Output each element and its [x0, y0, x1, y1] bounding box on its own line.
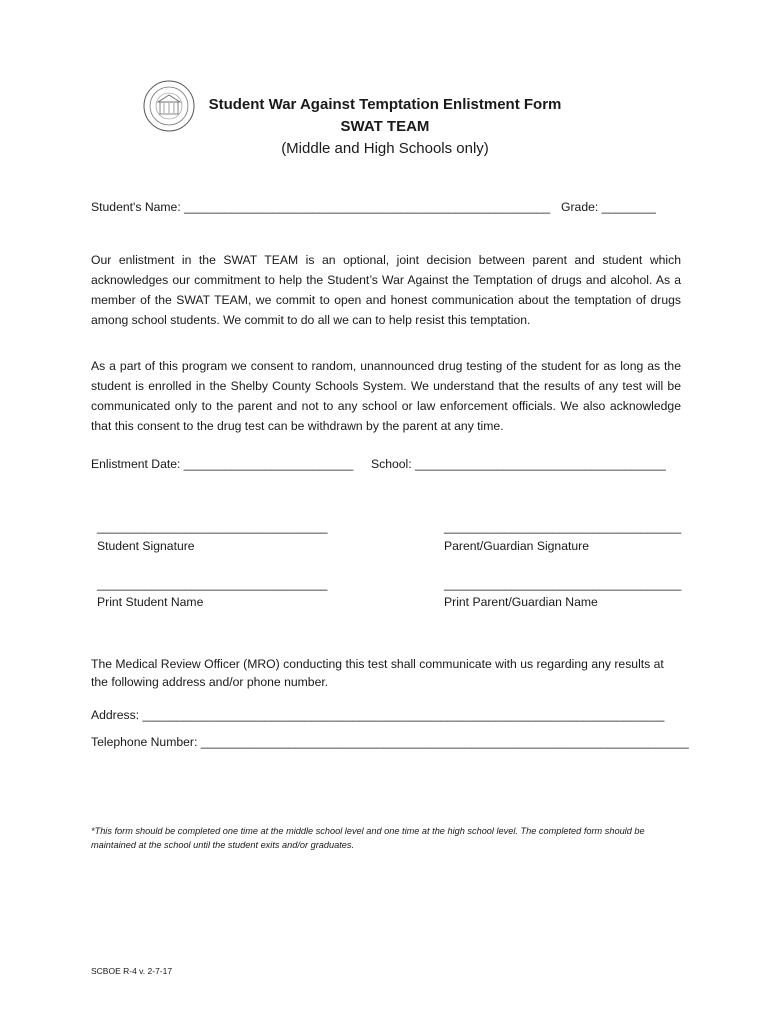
student-signature-line[interactable]: __________________________________ [97, 520, 328, 534]
form-scope: (Middle and High Schools only) [281, 140, 489, 157]
print-parent-label: Print Parent/Guardian Name [444, 595, 598, 609]
parent-signature-label: Parent/Guardian Signature [444, 539, 589, 553]
print-student-label: Print Student Name [97, 595, 204, 609]
telephone-field[interactable]: Telephone Number: ________________________________________________________________________ [91, 735, 689, 749]
mro-paragraph: The Medical Review Officer (MRO) conducting this test shall communicate with us regarding any results at the following address and/or phone number. [91, 657, 664, 689]
form-id: SCBOE R-4 v. 2-7-17 [91, 966, 173, 976]
student-name-field[interactable]: Student's Name: ______________________________________________________ [91, 200, 551, 214]
address-field[interactable]: Address: _____________________________________________________________________________ [91, 708, 665, 722]
student-signature-label: Student Signature [97, 539, 195, 553]
enlistment-date-field[interactable]: Enlistment Date: _________________________ [91, 457, 354, 471]
parent-signature-line[interactable]: ___________________________________ [444, 520, 682, 534]
form-subtitle: SWAT TEAM [340, 118, 430, 135]
grade-field[interactable]: Grade: ________ [561, 200, 656, 214]
consent-paragraph: As a part of this program we consent to random, unannounced drug testing of the student for as long as the student is enrolled in the Shelby County Schools System. We understand that the results of any test will be communicated only to the parent and not to any school or law enforcement officials. We also acknowledge that this consent to the drug test can be withdrawn by the parent at any time. [91, 359, 681, 433]
print-parent-line[interactable]: ___________________________________ [444, 577, 682, 591]
school-field[interactable]: School: _____________________________________ [371, 457, 666, 471]
print-student-line[interactable]: __________________________________ [97, 577, 328, 591]
form-title: Student War Against Temptation Enlistment Form [208, 96, 562, 113]
enlistment-paragraph: Our enlistment in the SWAT TEAM is an optional, joint decision between parent and student which acknowledges our commitment to help the Student’s War Against the Temptation of drugs and alcohol. As a member of the SWAT TEAM, we commit to open and honest communication about the temptation of drugs among school students. We commit to do all we can to help resist this temptation. [91, 253, 681, 327]
footnote: *This form should be completed one time at the middle school level and one time at the high school level. The completed form should be maintained at the school until the student exits and/or graduates. [91, 826, 645, 850]
